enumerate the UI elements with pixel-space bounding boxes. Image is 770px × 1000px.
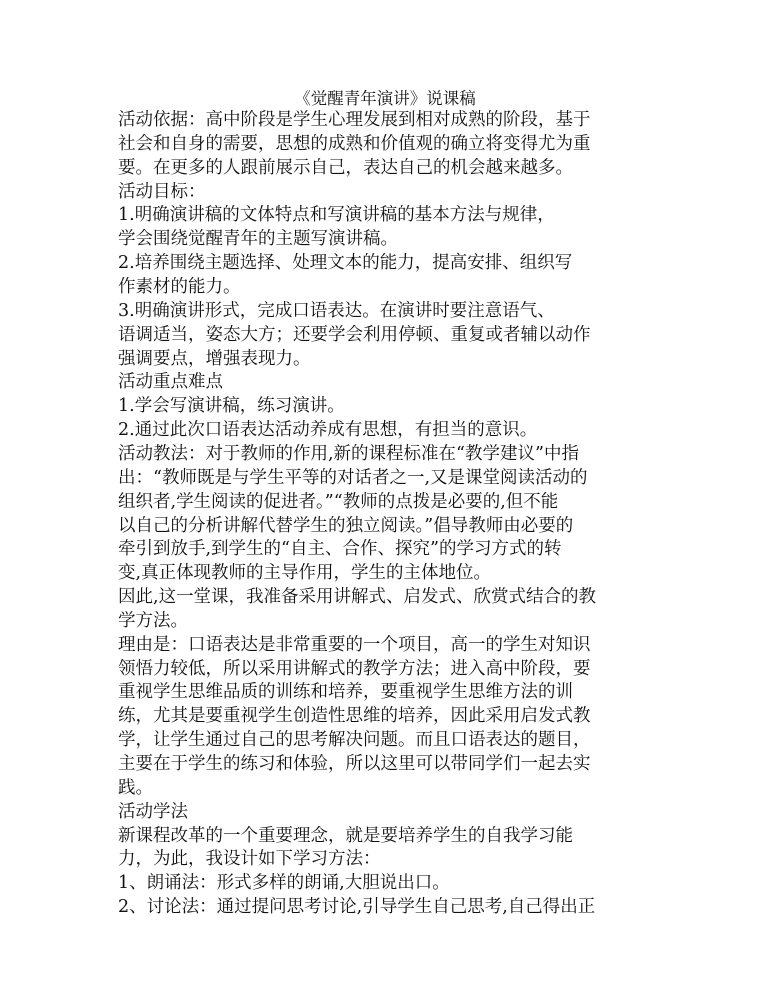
body-line: 3.明确演讲形式，完成口语表达。在演讲时要注意语气、	[118, 300, 555, 321]
body-line: 2、讨论法：通过提问思考讨论,引导学生自己思考,自己得出正	[118, 897, 596, 918]
body-line: 变,真正体现教师的主导作用，学生的主体地位。	[118, 563, 492, 584]
body-line: 2.培养围绕主题选择、处理文本的能力，提高安排、组织写	[118, 253, 573, 274]
body-line: 出：“教师既是与学生平等的对话者之一,又是课堂阅读活动的	[118, 467, 588, 488]
body-line: 活动依据：高中阶段是学生心理发展到相对成熟的阶段，基于	[118, 110, 591, 130]
body-line: 1、朗诵法：形式多样的朗诵,大胆说出口。	[118, 873, 450, 894]
body-line: 力，为此，我设计如下学习方法：	[118, 849, 381, 870]
body-line: 1.学会写演讲稿，练习演讲。	[118, 396, 345, 417]
body-line: 领悟力较低，所以采用讲解式的教学方法；进入高中阶段，要	[118, 658, 591, 679]
body-line: 作素材的能力。	[118, 277, 241, 297]
body-line: 活动学法	[118, 801, 188, 822]
body-line: 因此,这一堂课，我准备采用讲解式、启发式、欣赏式结合的教	[118, 587, 597, 607]
body-line: 要。在更多的人跟前展示自己，表达自己的机会越来越多。	[118, 157, 573, 178]
body-line: 以自己的分析讲解代替学生的独立阅读。”倡导教师由必要的	[118, 515, 574, 536]
document-title: 《觉醒青年演讲》说课稿	[294, 89, 476, 108]
body-line: 1.明确演讲稿的文体特点和写演讲稿的基本方法与规律，	[118, 205, 555, 226]
body-line: 理由是：口语表达是非常重要的一个项目，高一的学生对知识	[118, 634, 591, 655]
body-line: 练，尤其是要重视学生创造性思维的培养，因此采用启发式教	[118, 706, 591, 727]
body-line: 践。	[118, 777, 153, 798]
body-line: 2.通过此次口语表达活动养成有思想，有担当的意识。	[118, 420, 538, 441]
body-line: 强调要点，增强表现力。	[118, 348, 311, 369]
body-line: 学，让学生通过自己的思考解决问题。而且口语表达的题目，	[118, 730, 591, 751]
body-line: 牵引到放手,到学生的“自主、合作、探究”的学习方式的转	[118, 539, 562, 560]
body-line: 学会围绕觉醒青年的主题写演讲稿。	[118, 229, 398, 250]
body-line: 主要在于学生的练习和体验，所以这里可以带同学们一起去实	[118, 754, 591, 774]
body-line: 活动目标：	[118, 181, 206, 202]
body-line: 活动重点难点	[118, 372, 223, 393]
body-line: 重视学生思维品质的训练和培养，要重视学生思维方法的训	[118, 682, 573, 703]
body-line: 语调适当，姿态大方；还要学会利用停顿、重复或者辅以动作	[118, 324, 591, 345]
body-line: 社会和自身的需要，思想的成熟和价值观的确立将变得尤为重	[118, 133, 591, 154]
body-line: 活动教法：对于教师的作用,新的课程标准在“教学建议”中指	[118, 443, 579, 464]
body-line: 新课程改革的一个重要理念，就是要培养学生的自我学习能	[118, 825, 573, 846]
body-line: 组织者,学生阅读的促进者。”“教师的点拨是必要的,但不能	[118, 491, 559, 512]
body-line: 学方法。	[118, 610, 188, 631]
